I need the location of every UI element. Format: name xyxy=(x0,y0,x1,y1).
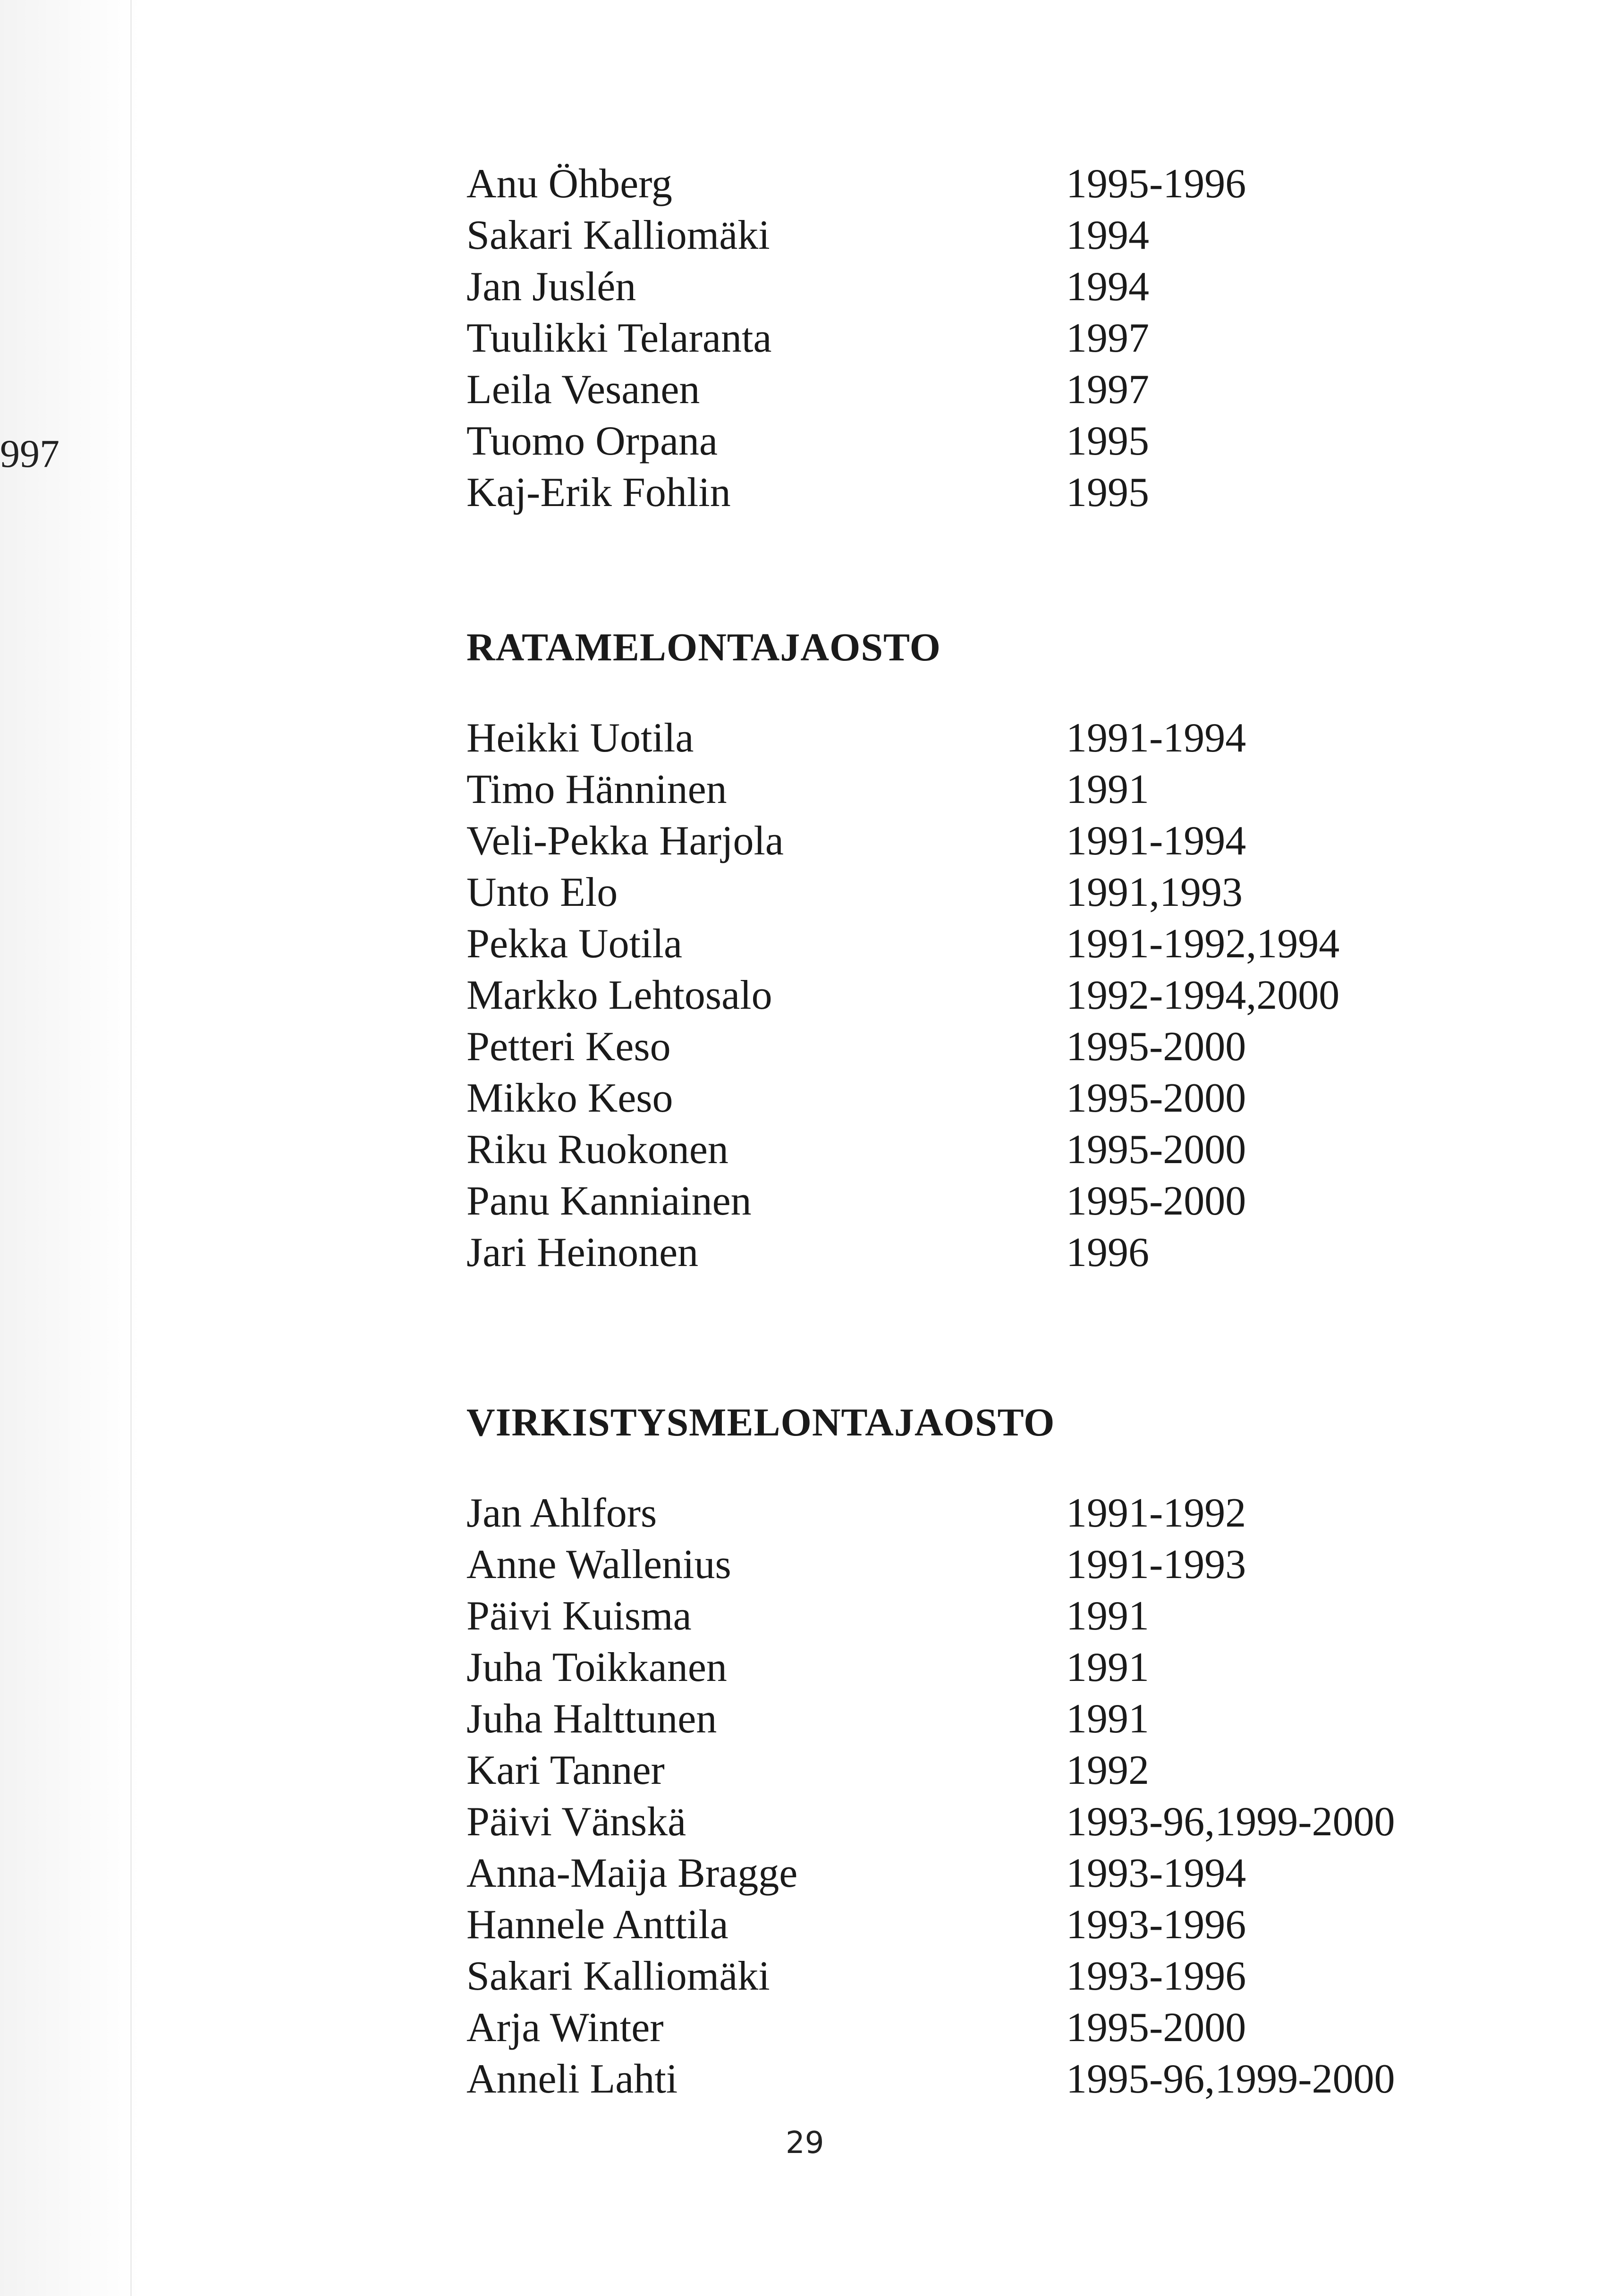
member-years: 1995 xyxy=(1066,418,1149,464)
member-years: 1991-1994 xyxy=(1066,715,1246,761)
member-years: 1991-1992,1994 xyxy=(1066,921,1340,967)
section-virkistysmelontajaosto xyxy=(466,1403,1458,2105)
list-item xyxy=(466,1539,1458,1590)
member-years: 1992-1994,2000 xyxy=(1066,972,1340,1018)
list-item xyxy=(466,1848,1458,1899)
list-item xyxy=(466,158,1458,210)
member-name: Anne Wallenius xyxy=(466,1542,731,1587)
list-item xyxy=(466,1745,1458,1796)
member-years: 1994 xyxy=(1066,212,1149,258)
list-item xyxy=(466,467,1458,518)
member-years: 1993-1996 xyxy=(1066,1902,1246,1948)
member-name: Tuomo Orpana xyxy=(466,418,718,464)
entry-list xyxy=(466,158,1458,518)
member-name: Panu Kanniainen xyxy=(466,1178,752,1224)
member-name: Heikki Uotila xyxy=(466,715,694,761)
member-years: 1995-2000 xyxy=(1066,1127,1246,1173)
list-item xyxy=(466,415,1458,467)
member-name: Veli-Pekka Harjola xyxy=(466,818,784,864)
member-name: Juha Halttunen xyxy=(466,1696,717,1742)
member-years: 1991-1993 xyxy=(1066,1542,1246,1587)
member-years: 1996 xyxy=(1066,1230,1149,1275)
page-number: 29 xyxy=(786,2126,824,2161)
member-name: Arja Winter xyxy=(466,2005,664,2051)
member-years: 1995-96,1999-2000 xyxy=(1066,2056,1395,2102)
list-item xyxy=(466,764,1458,815)
member-name: Hannele Anttila xyxy=(466,1902,728,1948)
member-years: 1991-1994 xyxy=(1066,818,1246,864)
member-years: 1991 xyxy=(1066,1696,1149,1742)
list-item xyxy=(466,312,1458,364)
member-years: 1997 xyxy=(1066,367,1149,413)
list-item xyxy=(466,1021,1458,1072)
section-heading: RATAMELONTAJAOSTO xyxy=(466,625,941,669)
member-name: Riku Ruokonen xyxy=(466,1127,728,1173)
member-years: 1991 xyxy=(1066,767,1149,812)
member-name: Jari Heinonen xyxy=(466,1230,699,1275)
member-years: 1992 xyxy=(1066,1747,1149,1793)
member-name: Anneli Lahti xyxy=(466,2056,678,2102)
member-years: 1995-1996 xyxy=(1066,161,1246,207)
margin-text-fragment: 997 xyxy=(0,432,59,476)
list-item xyxy=(466,970,1458,1021)
list-item xyxy=(466,261,1458,312)
entry-list xyxy=(466,712,1458,1278)
member-name: Jan Juslén xyxy=(466,264,636,310)
member-name: Mikko Keso xyxy=(466,1075,673,1121)
list-item xyxy=(466,1124,1458,1175)
list-item xyxy=(466,1590,1458,1642)
member-years: 1995-2000 xyxy=(1066,1075,1246,1121)
list-item xyxy=(466,1899,1458,1950)
member-name: Anu Öhberg xyxy=(466,161,672,207)
list-item xyxy=(466,1796,1458,1848)
list-item xyxy=(466,867,1458,918)
list-item xyxy=(466,1072,1458,1124)
member-name: Kari Tanner xyxy=(466,1747,665,1793)
member-name: Leila Vesanen xyxy=(466,367,700,413)
list-item xyxy=(466,210,1458,261)
list-item xyxy=(466,712,1458,764)
member-name: Päivi Kuisma xyxy=(466,1593,692,1639)
member-years: 1991-1992 xyxy=(1066,1490,1246,1536)
member-name: Juha Toikkanen xyxy=(466,1645,727,1690)
list-item xyxy=(466,1950,1458,2002)
member-name: Anna-Maija Bragge xyxy=(466,1850,798,1896)
section-committee-continued xyxy=(466,158,1458,518)
member-years: 1995-2000 xyxy=(1066,1024,1246,1070)
section-ratamelontajaosto xyxy=(466,625,1458,1278)
member-years: 1994 xyxy=(1066,264,1149,310)
member-years: 1991 xyxy=(1066,1645,1149,1690)
list-item xyxy=(466,2053,1458,2105)
member-years: 1993-96,1999-2000 xyxy=(1066,1799,1395,1845)
member-years: 1995-2000 xyxy=(1066,1178,1246,1224)
member-name: Tuulikki Telaranta xyxy=(466,315,772,361)
entry-list xyxy=(466,1487,1458,2105)
member-name: Timo Hänninen xyxy=(466,767,727,812)
member-name: Markko Lehtosalo xyxy=(466,972,772,1018)
list-item xyxy=(466,364,1458,415)
member-years: 1991 xyxy=(1066,1593,1149,1639)
member-name: Jan Ahlfors xyxy=(466,1490,657,1536)
member-name: Kaj-Erik Fohlin xyxy=(466,470,731,515)
section-heading: VIRKISTYSMELONTAJAOSTO xyxy=(466,1401,1055,1444)
member-name: Pekka Uotila xyxy=(466,921,683,967)
member-name: Sakari Kalliomäki xyxy=(466,1953,770,1999)
list-item xyxy=(466,1175,1458,1227)
list-item xyxy=(466,1227,1458,1278)
member-years: 1997 xyxy=(1066,315,1149,361)
member-name: Päivi Vänskä xyxy=(466,1799,686,1845)
list-item xyxy=(466,815,1458,867)
list-item xyxy=(466,1642,1458,1693)
member-years: 1995-2000 xyxy=(1066,2005,1246,2051)
member-years: 1991,1993 xyxy=(1066,869,1243,915)
member-name: Unto Elo xyxy=(466,869,618,915)
member-years: 1995 xyxy=(1066,470,1149,515)
list-item xyxy=(466,1487,1458,1539)
member-years: 1993-1994 xyxy=(1066,1850,1246,1896)
member-years: 1993-1996 xyxy=(1066,1953,1246,1999)
member-name: Sakari Kalliomäki xyxy=(466,212,770,258)
list-item xyxy=(466,918,1458,970)
list-item xyxy=(466,1693,1458,1745)
list-item xyxy=(466,2002,1458,2053)
member-name: Petteri Keso xyxy=(466,1024,671,1070)
